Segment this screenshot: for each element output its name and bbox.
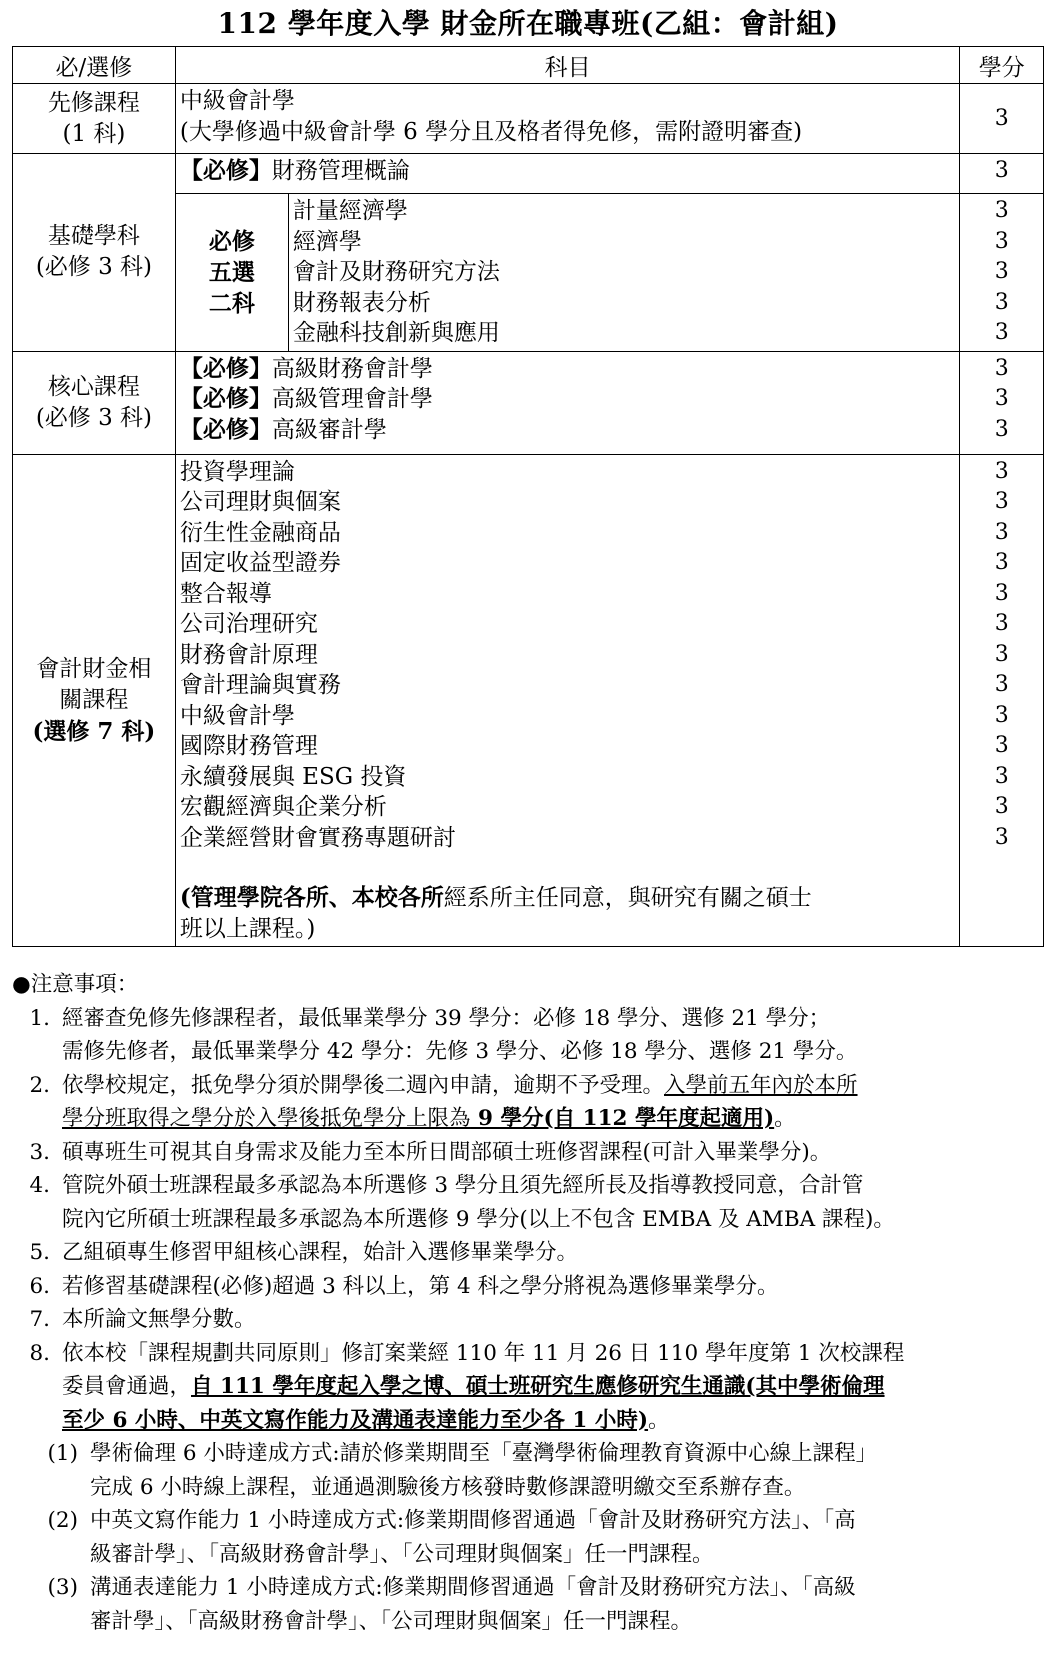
note-item: 7. 本所論文無學分數。 [29,1307,256,1332]
note-subitem: (2) 中英文寫作能力 1 小時達成方式:修業期間修習通過「會計及財務研究方法」、「高 級審計學」、「高級財務會計學」、「公司理財與個案」任一門課程。 [47,1508,856,1567]
credit-basic-elective: 3 3 3 3 3 [960,194,1044,352]
list-item: 宏觀經濟與企業分析 [179,794,387,820]
list-item: 中級會計學 [179,702,295,729]
subject-related [175,454,960,947]
basic-elective-cell [175,194,960,352]
header-credits: 學分 [960,47,1044,84]
list-item: 會計理論與實務 [179,672,341,698]
note-subitem: (1) 學術倫理 6 小時達成方式:請於修業期間至「臺灣學術倫理教育資源中心線上課程」 完成 6 小時線上課程，並通過測驗後方核發時數修課證明繳交至系辦存查。 [47,1441,878,1500]
table-row-core [13,351,1044,454]
table-row-basic-required [13,154,1044,194]
curriculum-table [12,46,1044,947]
list-item: 永續發展與 ESG 投資 [179,763,407,790]
notes-section [12,968,1048,1638]
table-row-prereq [13,84,1044,154]
list-item: 整合報導 [179,580,272,607]
note-subitem: (3) 溝通表達能力 1 小時達成方式:修業期間修習通過「會計及財務研究方法」、「高級 審計學」、「高級財務會計學」、「公司理財與個案」任一門課程。 [47,1575,856,1634]
note-item: 5. 乙組碩專生修習甲組核心課程，始計入選修畢業學分。 [29,1240,579,1265]
list-item: 會計及財務研究方法 [292,259,500,285]
list-item: 【必修】高級財務會計學 [179,354,433,382]
header-type: 必/選修 [13,47,176,84]
list-item: 國際財務管理 [179,733,318,759]
subject-core [175,351,960,454]
list-item: 公司理財與個案 [179,489,341,515]
category-prereq: 先修課程 (1 科) [13,84,176,154]
elective-subject-list [289,194,504,351]
page-title: 112 學年度入學 財金所在職專班(乙組：會計組) [217,7,839,40]
list-item: 【必修】高級管理會計學 [179,385,433,412]
credit-basic-required: 3 [960,154,1044,194]
note-item: 6. 若修習基礎課程(必修)超過 3 科以上，第 4 科之學分將視為選修畢業學分。 [29,1273,779,1299]
related-note: (管理學院各所、本校各所經系所主任同意，與研究有關之碩士 [179,884,812,911]
list-item: 金融科技創新與應用 [292,320,500,346]
subject-prereq: 中級會計學 (大學修過中級會計學 6 學分且及格者得免修，需附證明審查) [175,84,960,154]
credit-core: 3 3 3 [960,351,1044,454]
list-item: 固定收益型證券 [179,550,341,576]
list-item: 計量經濟學 [292,198,408,224]
elective-rule-label: 必修 五選 二科 [176,194,289,351]
subject-basic-required: 【必修】財務管理概論 [175,154,960,194]
list-item: 投資學理論 [179,458,295,485]
credit-related: 3 3 3 3 3 3 3 3 3 3 3 3 3 [960,454,1044,947]
note-item: 1. 經審查免修先修課程者，最低畢業學分 39 學分：必修 18 學分、選修 21 學分； 需修先修者，最低畢業學分 42 學分：先修 3 學分、必修 18 學分、選修 21 學分。 [29,1005,858,1064]
header-subject: 科目 [175,47,960,84]
notes-heading: ●注意事項： [12,972,139,997]
note-item: 3. 碩專班生可視其自身需求及能力至本所日間部碩士班修習課程(可計入畢業學分)。 [29,1139,832,1165]
related-note-line2: 班以上課程。) [179,915,316,942]
note-item: 4. 管院外碩士班課程最多承認為本所選修 3 學分且須先經所長及指導教授同意，合計管 院內它所碩士班課程最多承認為本所選修 9 學分(以上不包含 EMBA 及 AMBA 課程)。 [29,1173,895,1232]
category-core: 核心課程 (必修 3 科) [13,351,176,454]
list-item: 企業經營財會實務專題研討 [179,824,456,851]
table-header-row [13,47,1044,84]
table-row-related [13,454,1044,947]
list-item: 公司治理研究 [179,611,318,637]
list-item: 經濟學 [292,228,362,255]
note-item: 2. 依學校規定，抵免學分須於開學後二週內申請，逾期不予受理。入學前五年內於本所 學分班取得之學分於入學後抵免學分上限為 9 學分(自 112 學年度起適用)。 [29,1072,858,1131]
category-basic: 基礎學科 (必修 3 科) [13,154,176,352]
credit-prereq: 3 [960,84,1044,154]
list-item: 財務報表分析 [292,289,431,316]
list-item: 【必修】高級審計學 [179,415,387,443]
note-item: 8. 依本校「課程規劃共同原則」修訂案業經 110 年 11 月 26 日 110 學年度第 1 次校課程 委員會通過，自 111 學年度起入學之博、碩士班研究生應修研究生通識(其中學術倫理 至少 6 小時、中英文寫作能力及溝通表達能力至少各 1 小時)。 [29,1340,905,1433]
list-item: 財務會計原理 [179,641,318,668]
category-related: 會計財金相 關課程 (選修 7 科) [13,454,176,947]
list-item: 衍生性金融商品 [179,519,341,546]
